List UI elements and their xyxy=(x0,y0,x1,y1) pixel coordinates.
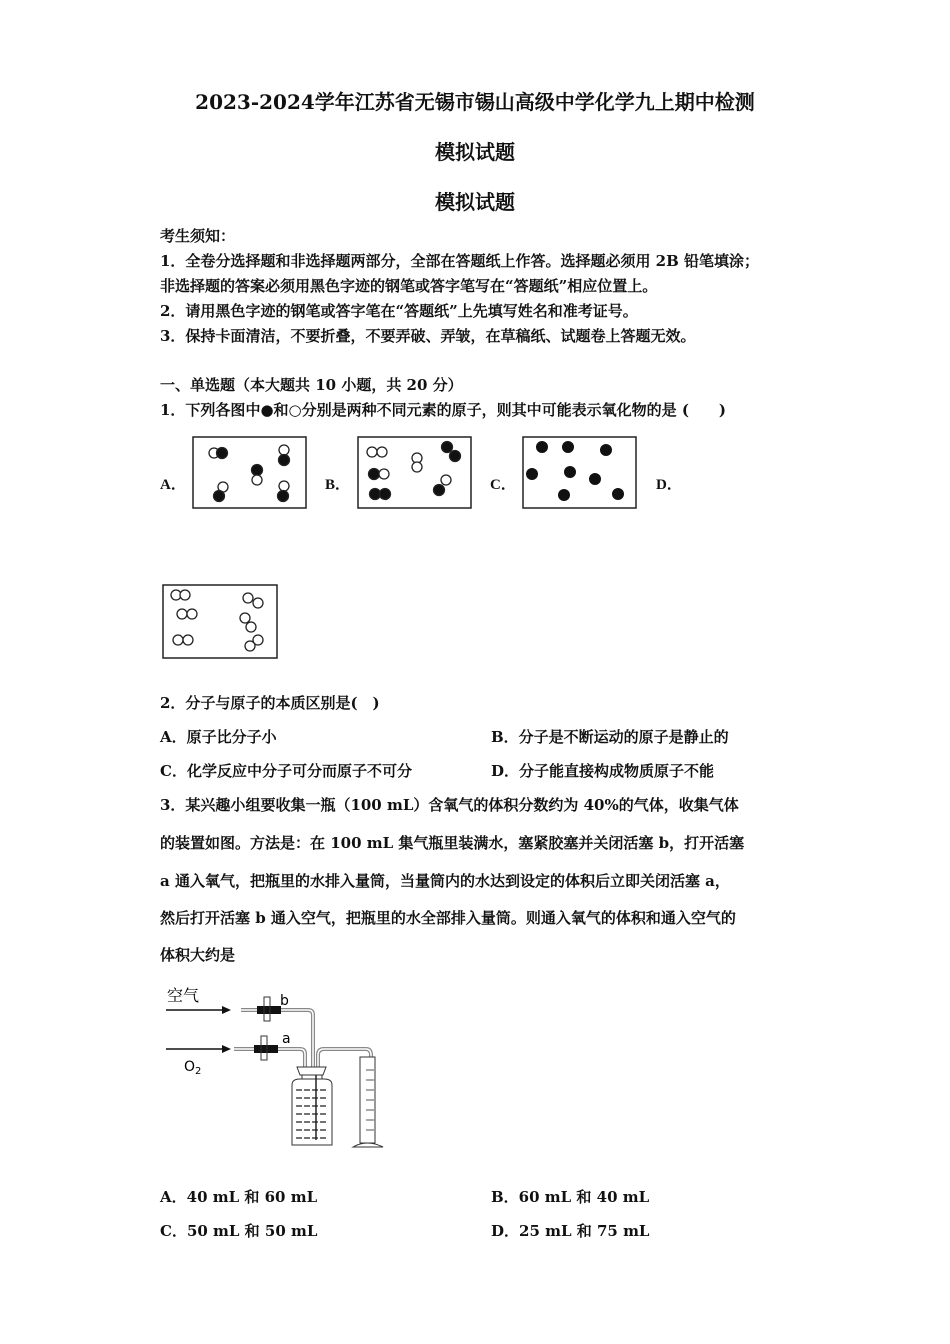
q3-option-b: B．60 mL 和 40 mL xyxy=(491,1188,650,1206)
q3-option-c: C．50 mL 和 50 mL xyxy=(160,1222,318,1240)
q1-option-b-diagram xyxy=(357,436,472,509)
question-3-stem-line: a 通入氧气，把瓶里的水排入量筒，当量筒内的水达到设定的体积后立即关闭活塞 a， xyxy=(160,872,730,890)
q1-option-c-label: C． xyxy=(490,477,516,493)
oxygen-subscript: 2 xyxy=(195,1066,202,1077)
notice-line: 非选择题的答案必须用黑色字迹的钢笔或答字笔写在“答题纸”相应位置上。 xyxy=(160,277,658,295)
section-heading: 一、单选题（本大题共 10 小题，共 20 分） xyxy=(160,376,463,394)
notice-line: 1．全卷分选择题和非选择题两部分，全部在答题纸上作答。选择题必须用 2B 铅笔填涂； xyxy=(160,252,760,270)
svg-text:O2 xyxy=(184,1059,201,1077)
notice-line: 2．请用黑色字迹的钢笔或答字笔在“答题纸”上先填写姓名和准考证号。 xyxy=(160,302,638,320)
question-3-stem-line: 体积大约是 xyxy=(160,946,236,964)
doc-title-line1: 2023-2024学年江苏省无锡市锡山高级中学化学九上期中检测 xyxy=(195,90,755,114)
q2-option-c: C．化学反应中分子可分而原子不可分 xyxy=(160,762,412,780)
q1-option-b-label: B． xyxy=(325,477,351,493)
question-2-stem: 2．分子与原子的本质区别是( ) xyxy=(160,694,380,712)
q1-option-a-diagram xyxy=(192,436,307,509)
question-3-stem-line: 3．某兴趣小组要收集一瓶（100 mL）含氧气的体积分数约为 40%的气体，收集气体 xyxy=(160,796,739,814)
doc-subtitle: 模拟试题 xyxy=(435,190,515,214)
q2-option-a: A．原子比分子小 xyxy=(160,728,277,746)
doc-title-line2: 模拟试题 xyxy=(435,140,515,164)
valve-a-label: a xyxy=(282,1031,291,1047)
notice-line: 3．保持卡面清洁，不要折叠，不要弄破、弄皱，在草稿纸、试题卷上答题无效。 xyxy=(160,327,696,345)
notice-heading: 考生须知： xyxy=(160,227,236,245)
gas-collection-apparatus xyxy=(150,975,400,1155)
q1-option-a-label: A． xyxy=(160,477,186,493)
air-label: 空气 xyxy=(167,986,200,1005)
q1-option-d-label: D． xyxy=(656,477,682,493)
q1-option-c-diagram xyxy=(522,436,637,509)
valve-b-label: b xyxy=(280,993,289,1009)
question-3-stem-line: 然后打开活塞 b 通入空气，把瓶里的水全部排入量筒。则通入氧气的体积和通入空气的 xyxy=(160,909,736,927)
question-1-stem: 1．下列各图中●和○分别是两种不同元素的原子，则其中可能表示氧化物的是 ( ) xyxy=(160,401,727,419)
q3-option-d: D．25 mL 和 75 mL xyxy=(491,1222,650,1240)
q2-option-d: D．分子能直接构成物质原子不能 xyxy=(491,762,715,780)
q2-option-b: B．分子是不断运动的原子是静止的 xyxy=(491,728,729,746)
oxygen-label: O xyxy=(184,1059,196,1075)
q1-option-d-diagram xyxy=(162,584,278,659)
q3-option-a: A．40 mL 和 60 mL xyxy=(160,1188,318,1206)
question-3-stem-line: 的装置如图。方法是：在 100 mL 集气瓶里装满水，塞紧胶塞并关闭活塞 b，打开活塞 xyxy=(160,834,745,852)
